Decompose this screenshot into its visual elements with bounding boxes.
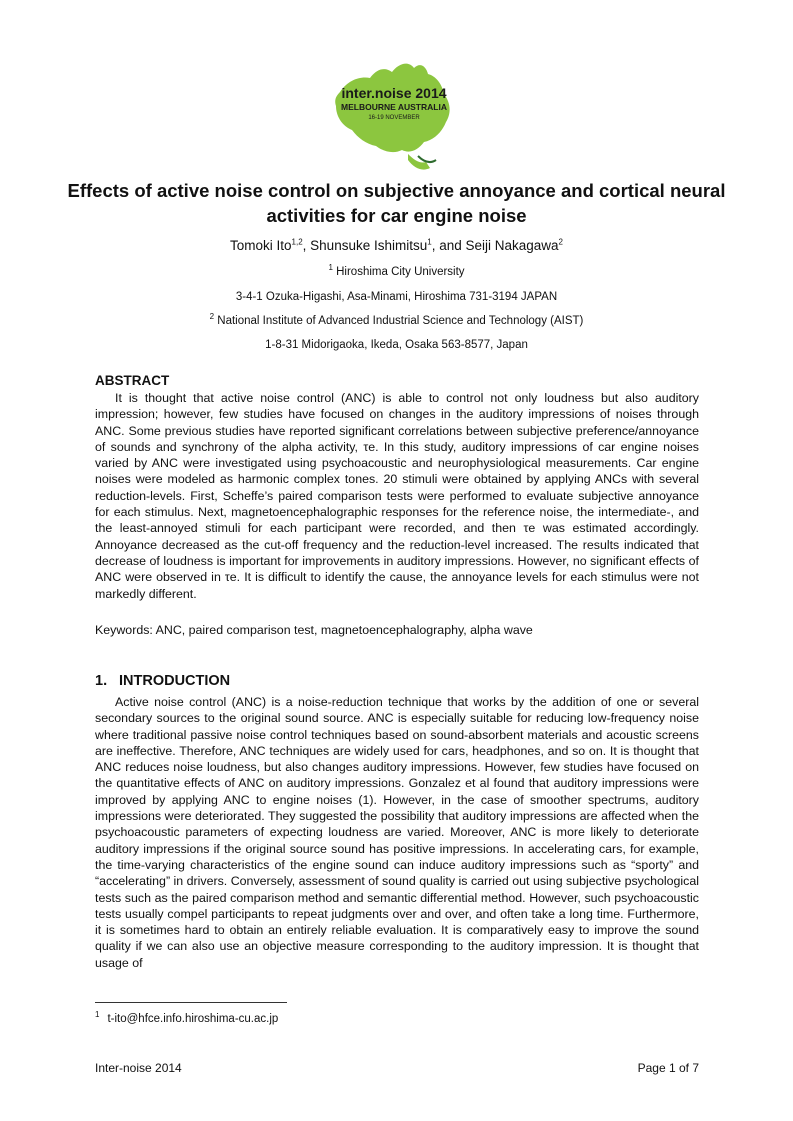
- section-heading-introduction: 1. INTRODUCTION: [95, 673, 231, 689]
- logo-title: inter.noise 2014: [341, 85, 447, 101]
- author-affiliation-mark: 1: [427, 237, 432, 247]
- paper-title: Effects of active noise control on subjective annoyance and cortical neural activities for car engine noise: [67, 180, 726, 226]
- logo-dates: 16-19 NOVEMBER: [368, 115, 420, 121]
- author-name: Tomoki Ito: [230, 238, 292, 253]
- footer-page-number: Page 1 of 7: [637, 1061, 699, 1075]
- introduction-text: Active noise control (ANC) is a noise-reduction technique that works by the addition of one or several secondary sources to the original sound source. ANC is especially suitable for reducing low-frequency noise where traditional passive noise control techniques based on sound-absorbent materials and acoustic screens are ineffective. Therefore, ANC techniques are widely used for cars, headphones, and so on. It is thought that ANC reduces noise loudness, but also changes auditory impressions. However, few studies have focused on the quantitative effects of ANC on auditory impressions. Gonzalez et al found that auditory impressions were improved by applying ANC to engine noises (1). However, in the case of smoother spectrums, auditory impressions were deteriorated. They suggested the possibility that auditory impressions are affected when the psychoacoustic parameters of expecting loudness are varied. Moreover, ANC is more likely to deteriorate auditory impressions if the original source sound has positive impressions. In accelerating cars, for example, the time-varying characteristics of the engine sound can induce auditory impressions such as “sporty” and “accelerating” in drivers. Conversely, assessment of sound quality is carried out using subjective psychological tests such as the paired comparison method and semantic differential method. However, such psychoacoustic tests usually compel participants to repeat judgments over and over, and often take a long time. Furthermore, it is sometimes hard to obtain an entirely reliable evaluation. It is comparatively easy to improve the sound quality if we can also use an objective measure corresponding to the auditory impression. It is thought that usage of: [95, 695, 699, 970]
- australia-map-logo-icon: [318, 52, 470, 174]
- author-affiliation-mark: 2: [558, 237, 563, 247]
- footnote-divider: [95, 1002, 287, 1003]
- affiliation-1-address: 3-4-1 Ozuka-Higashi, Asa-Minami, Hiroshima 731-3194 JAPAN: [235, 291, 558, 303]
- abstract-heading: ABSTRACT: [95, 373, 170, 388]
- affiliation-2-address: 1-8-31 Midorigaoka, Ikeda, Osaka 563-8577, Japan: [265, 339, 528, 351]
- author-name: Shunsuke Ishimitsu: [310, 238, 428, 253]
- abstract-text: It is thought that active noise control (ANC) is able to control not only loudness but also auditory impression; however, few studies have focused on changes in the auditory impressions of noises through ANC. Some previous studies have reported significant correlations between subjective preference/annoyance of sounds and synchrony of the alpha activity, τe. In this study, auditory impressions of car engine noises varied by ANC were investigated using psychoacoustic and neurophysiological measurements. Car engine noises were modeled as harmonic complex tones. 20 stimuli were obtained by applying ANCs with several reduction-levels. First, Scheffe’s paired comparison tests were performed to evaluate subjective annoyance for each stimulus. Next, magnetoencephalographic responses for the reference noise, the intermediate-, and the least-annoyed stimuli for each participant were recorded, and then τe was estimated accordingly. Annoyance decreased as the cut-off frequency and the reduction-level increased. The results indicated that decrease of loudness is important for improvements in auditory impressions. However, no significant effects of ANC were observed in τe. It is difficult to identify the cause, the annoyance levels for each stimulus were not markedly different.: [95, 391, 699, 601]
- footnote-email: t-ito@hfce.info.hiroshima-cu.ac.jp: [107, 1013, 279, 1025]
- author-list: Tomoki Ito$^{1,2}$, Shunsuke Ishimitsu$^1$, and Seiji Nakagawa$^2$: [230, 237, 563, 253]
- author-affiliation-mark: 1,2: [291, 237, 303, 247]
- affiliation-1-name: $^1$ Hiroshima City University: [328, 263, 465, 278]
- conference-logo: [318, 52, 470, 174]
- keywords: Keywords: ANC, paired comparison test, magnetoencephalography, alpha wave: [95, 623, 533, 637]
- footnote: $^1$ t-ito@hfce.info.hiroshima-cu.ac.jp: [95, 1010, 279, 1025]
- footer-conference: Inter-noise 2014: [95, 1061, 182, 1075]
- affiliation-2-name: $^2$ National Institute of Advanced Industrial Science and Technology (AIST): [209, 312, 584, 327]
- author-name: Seiji Nakagawa: [465, 238, 559, 253]
- logo-location: MELBOURNE AUSTRALIA: [341, 102, 447, 112]
